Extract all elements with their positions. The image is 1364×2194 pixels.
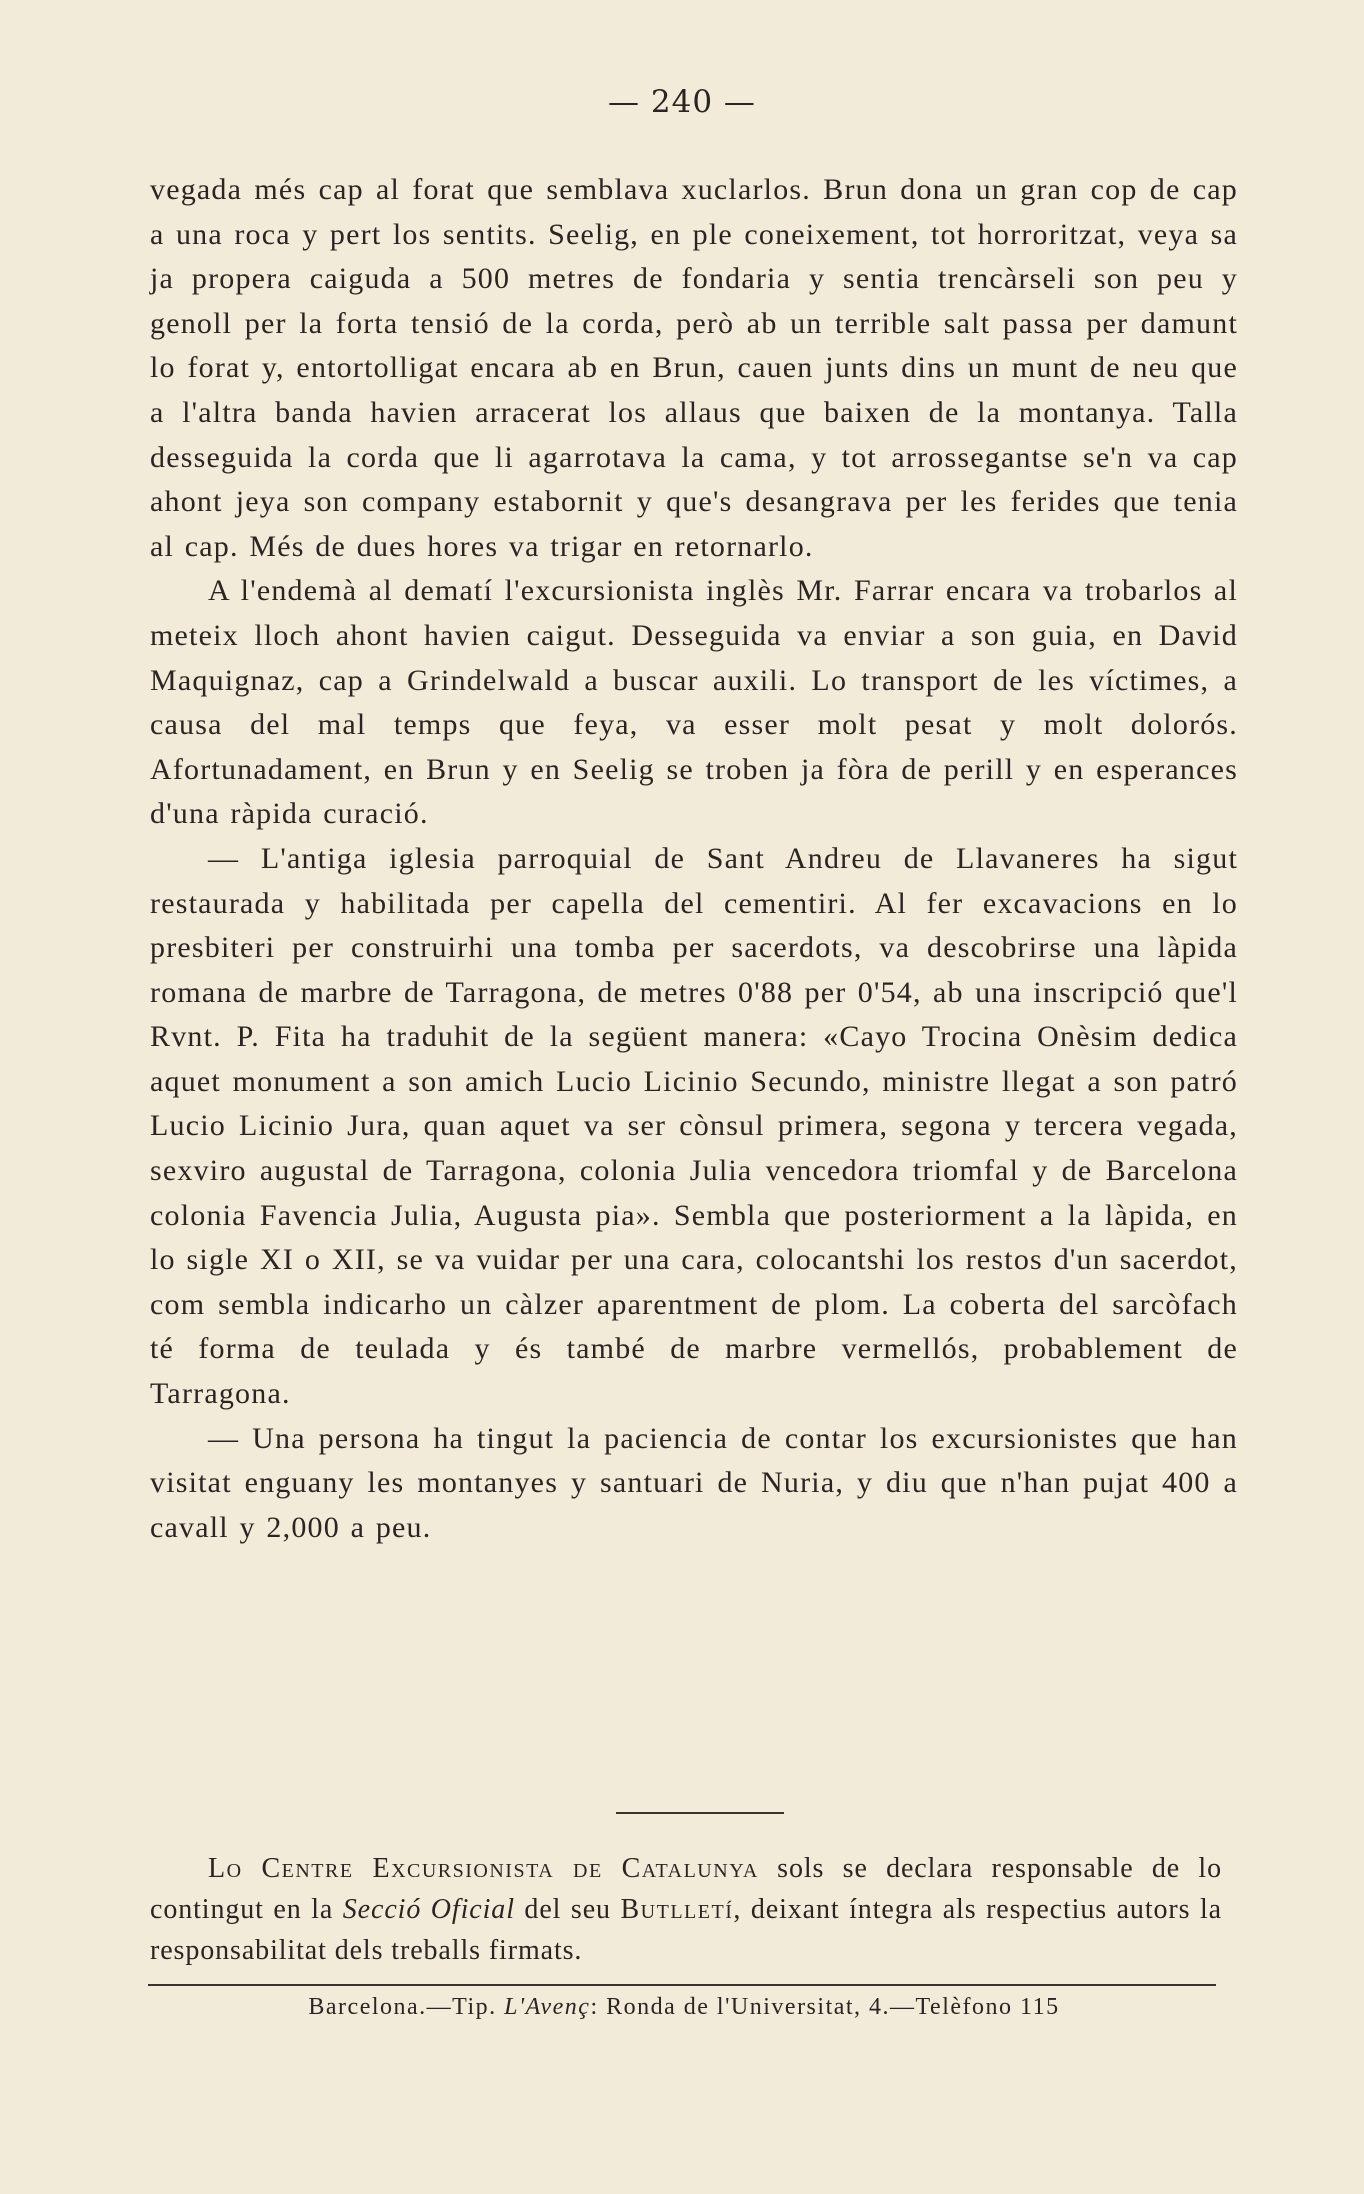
- notice-text: , deixant íntegra als respectius autors la responsabilitat dels treballs firmats.: [150, 1894, 1222, 1966]
- printer-imprint: [150, 1994, 1218, 2021]
- paragraph: — Una persona ha tingut la paciencia de contar los excursionistes que han visitat enguany les montanyes y santuari de Nuria, y diu que n'han pujat 400 a cavall y 2,000 a peu.: [150, 1421, 1238, 1544]
- article-body: [150, 168, 1238, 1550]
- notice-text: del seu: [514, 1894, 621, 1925]
- imprint-text: Barcelona.—Tip.: [308, 1994, 505, 2020]
- page-number: — 240 —: [608, 84, 756, 120]
- paragraph: vegada més cap al forat que semblava xuclarlos. Brun dona un gran cop de cap a una roca y pert los sentits. Seelig, en ple coneixement, tot horroritzat, veya sa ja propera caiguda a 500 metres de fondaria y sentia trencàrseli son peu y genoll per la forta tensió de la corda, però ab un terrible salt passa per damunt lo forat y, entortolligat encara ab en Brun, cauen junts dins un munt de neu que a l'altra banda havien arracerat los allaus que baixen de la montanya. Talla desseguida la corda que li agarrotava la cama, y tot arrossegantse se'n va cap ahont jeya son company estabornit y que's desangrava per les ferides que tenia al cap. Més de dues hores va trigar en retornarlo.: [150, 173, 1238, 563]
- paragraph: — L'antiga iglesia parroquial de Sant Andreu de Llavaneres ha sigut restaurada y habilitada per capella del cementiri. Al fer excavacions en lo presbiteri per construirhi una tomba per sacerdots, va descobrirse una làpida romana de marbre de Tarragona, de metres 0'88 per 0'54, ab una inscripció que'l Rvnt. P. Fita ha traduhit de la següent manera: «Cayo Trocina Onèsim dedica aquet monument a son amich Lucio Licinio Secundo, ministre llegat a son patró Lucio Licinio Jura, quan aquet va ser cònsul primera, segona y tercera vegada, sexviro augustal de Tarragona, colonia Julia vencedora triomfal y de Barcelona colonia Favencia Julia, Augusta pia». Sembla que posteriorment a la làpida, en lo sigle XI o XII, se va vuidar per una cara, colocantshi los restos d'un sacerdot, com sembla indicarho un càlzer aparentment de plom. La coberta del sarcòfach té forma de teulada y és també de marbre vermellós, probablement de Tarragona.: [150, 841, 1238, 1411]
- imprint-press-name: L'Avenç: [504, 1994, 591, 2020]
- imprint-text: : Ronda de l'Universitat, 4.—Telèfono 115: [590, 1994, 1060, 2020]
- responsibility-notice: [150, 1848, 1222, 1971]
- notice-text: sols se declara responsable de lo contingut en la: [150, 1853, 1222, 1925]
- notice-organization: Lo Centre Excursionista de Catalunya: [208, 1853, 759, 1884]
- notice-section-name: Secció Oficial: [342, 1894, 515, 1925]
- footer-divider: [148, 1984, 1216, 1986]
- section-divider: [616, 1812, 784, 1814]
- notice-bulletin-name: Butlletí: [620, 1894, 734, 1925]
- paragraph: A l'endemà al dematí l'excursionista inglès Mr. Farrar encara va trobarlos al meteix lloch ahont havien caigut. Desseguida va enviar a son guia, en David Maquignaz, cap a Grindelwald a buscar auxili. Lo transport de les víctimes, a causa del mal temps que feya, va esser molt pesat y molt dolorós. Afortunadament, en Brun y en Seelig se troben ja fòra de perill y en esperances d'una ràpida curació.: [150, 574, 1238, 831]
